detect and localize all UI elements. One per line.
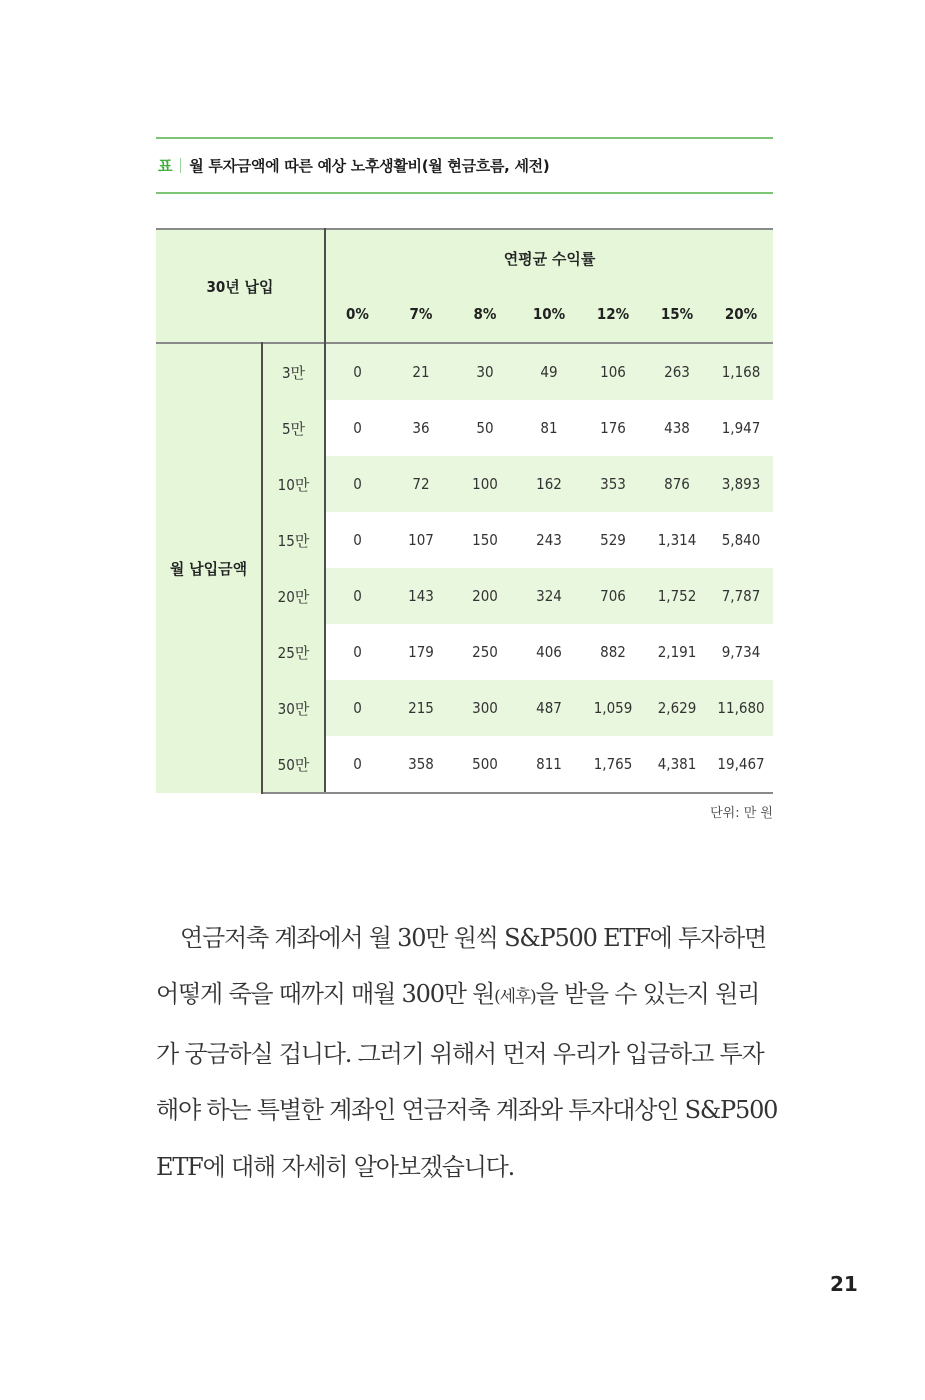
value-cell: 21 — [389, 343, 453, 400]
value-cell: 2,629 — [645, 680, 709, 736]
caption-bottom-rule — [156, 192, 773, 194]
amount-cell: 30만 — [262, 680, 325, 736]
amount-cell: 10만 — [262, 456, 325, 512]
value-cell: 176 — [600, 419, 626, 437]
value-cell: 215 — [389, 680, 453, 736]
value-cell: 0 — [325, 456, 389, 512]
value-cell: 250 — [472, 643, 498, 661]
value-cell: 107 — [408, 531, 434, 549]
body-line: 연금저축 계좌에서 월 30만 원씩 S&P500 ETF에 투자하면 — [180, 924, 767, 952]
rate-header: 20% — [709, 286, 773, 343]
value-cell: 353 — [581, 456, 645, 512]
value-cell: 406 — [536, 643, 562, 661]
value-cell: 882 — [600, 643, 626, 661]
value-cell: 106 — [581, 343, 645, 400]
rate-header: 10% — [517, 286, 581, 343]
value-cell: 1,947 — [721, 419, 761, 437]
value-cell: 876 — [645, 456, 709, 512]
value-cell: 487 — [517, 680, 581, 736]
value-cell: 19,467 — [709, 736, 773, 793]
value-cell: 11,680 — [709, 680, 773, 736]
value-cell: 0 — [325, 680, 389, 736]
value-cell: 5,840 — [721, 531, 761, 549]
value-cell: 143 — [389, 568, 453, 624]
caption-separator — [180, 158, 181, 173]
value-cell: 4,381 — [645, 736, 709, 793]
value-cell: 300 — [453, 680, 517, 736]
body-line: 해야 하는 특별한 계좌인 연금저축 계좌와 투자대상인 S&P500 — [156, 1096, 778, 1125]
value-cell: 0 — [325, 343, 389, 400]
value-cell: 2,191 — [657, 643, 697, 661]
value-cell: 30 — [453, 343, 517, 400]
value-cell: 438 — [664, 419, 690, 437]
value-cell: 9,734 — [721, 643, 761, 661]
corner-label: 30년 납입 — [156, 229, 325, 343]
value-cell: 1,059 — [581, 680, 645, 736]
page-number: 21 — [830, 1272, 858, 1296]
amount-cell: 5만 — [262, 400, 325, 456]
value-cell: 0 — [353, 419, 362, 437]
amount-cell: 50만 — [262, 736, 325, 793]
value-cell: 358 — [389, 736, 453, 793]
caption-title: 월 투자금액에 따른 예상 노후생활비(월 현금흐름, 세전) — [189, 157, 550, 175]
rate-header: 12% — [581, 286, 645, 343]
value-cell: 179 — [408, 643, 434, 661]
amount-cell: 20만 — [262, 568, 325, 624]
value-cell: 263 — [645, 343, 709, 400]
value-cell: 0 — [353, 531, 362, 549]
value-cell: 811 — [517, 736, 581, 793]
value-cell: 200 — [453, 568, 517, 624]
value-cell: 529 — [600, 531, 626, 549]
value-cell: 706 — [581, 568, 645, 624]
table-caption — [156, 137, 773, 194]
value-cell: 7,787 — [709, 568, 773, 624]
value-cell: 72 — [389, 456, 453, 512]
body-line: 가 궁금하실 겁니다. 그러기 위해서 먼저 우리가 입금하고 투자 — [156, 1039, 764, 1068]
body-line-note: (세후) — [494, 987, 536, 1008]
body-line: ETF에 대해 자세히 알아보겠습니다. — [156, 1152, 515, 1181]
row-group-label: 월 납입금액 — [156, 343, 262, 793]
pension-table — [156, 228, 773, 794]
value-cell: 1,168 — [709, 343, 773, 400]
rate-header: 7% — [389, 286, 453, 343]
rate-header: 8% — [453, 286, 517, 343]
value-cell: 3,893 — [709, 456, 773, 512]
value-cell: 324 — [517, 568, 581, 624]
caption-text — [156, 139, 773, 192]
body-line-part: 을 받을 수 있는지 원리 — [535, 980, 760, 1009]
amount-cell: 3만 — [262, 343, 325, 400]
value-cell: 36 — [412, 419, 430, 437]
value-cell: 0 — [325, 736, 389, 793]
amount-cell: 15만 — [262, 512, 325, 568]
value-cell: 0 — [325, 568, 389, 624]
value-cell: 1,765 — [581, 736, 645, 793]
rate-header: 0% — [325, 286, 389, 343]
caption-tag: 표 — [158, 157, 173, 175]
body-paragraph — [156, 910, 776, 1195]
value-cell: 49 — [517, 343, 581, 400]
value-cell: 150 — [472, 531, 498, 549]
amount-cell: 25만 — [262, 624, 325, 680]
value-cell: 1,752 — [645, 568, 709, 624]
value-cell: 1,314 — [657, 531, 697, 549]
body-line — [156, 966, 776, 1025]
rate-group-header: 연평균 수익률 — [325, 229, 773, 286]
value-cell: 243 — [536, 531, 562, 549]
value-cell: 100 — [453, 456, 517, 512]
value-cell: 50 — [476, 419, 494, 437]
value-cell: 81 — [540, 419, 558, 437]
table-row — [156, 343, 773, 400]
value-cell: 500 — [453, 736, 517, 793]
body-line-part: 어떻게 죽을 때까지 매월 300만 원 — [156, 980, 495, 1009]
rate-header: 15% — [645, 286, 709, 343]
value-cell: 0 — [353, 643, 362, 661]
value-cell: 162 — [517, 456, 581, 512]
unit-note: 단위: 만 원 — [710, 806, 773, 821]
